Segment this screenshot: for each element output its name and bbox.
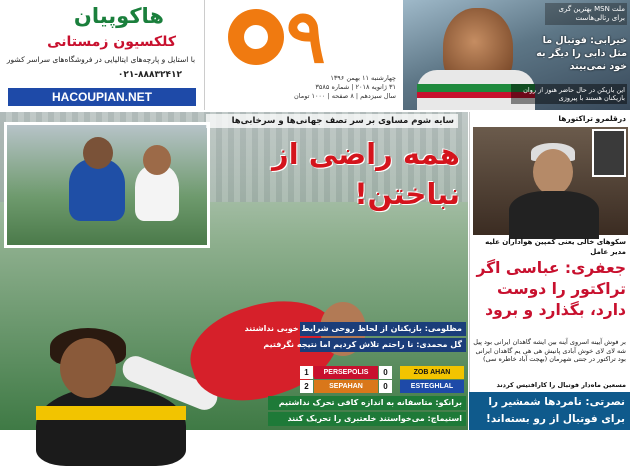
main-headline[interactable]: همه راضی از نباختن! <box>272 137 460 211</box>
side-caption: سکوهای خالی یعنی کمپین هواداران علیه مدیر عامل <box>485 238 626 256</box>
inset-photo[interactable] <box>4 122 210 248</box>
blue-player-head <box>83 137 113 169</box>
side-body-text: بر فوش آیینه اسروی آینه بین ایشه گاهدان ایرانی بود پیل شه لای لای خوش آبادی پانیش هی هی یم گاهدان ایرانی بود تراکتور در جنتی شهرمان (بهجت آباد خاطره سی) <box>473 338 626 363</box>
team-name: ZOB AHAN <box>400 366 464 379</box>
issue-info <box>266 74 396 101</box>
side-photo[interactable] <box>473 127 628 235</box>
side-section-tag: درقلمرو تراکتورها <box>558 114 626 123</box>
portrait-suit <box>509 191 599 239</box>
team-name: PERSEPOLIS <box>314 366 378 379</box>
quote-captions-bottom <box>268 396 466 428</box>
white-player-head <box>143 145 171 175</box>
issue-number: ۳۱ ژانویه ۲۰۱۸ | شماره ۳۵۸۵ <box>315 83 396 91</box>
score-value: 0 <box>379 380 392 393</box>
top-story-photo[interactable] <box>403 0 630 110</box>
yellow-player-head <box>60 338 116 398</box>
issue-date: چهارشنبه ۱۱ بهمن ۱۳۹۶ <box>330 74 396 82</box>
main-kicker: سایه شوم مساوی بر سر تصف جهانی‌ها و سرخابی‌ها <box>206 114 458 128</box>
logo-ball-icon <box>228 9 284 65</box>
quote-caption: برانکو: متاسفانه به اندازه کافی تحرک نداشتیم <box>268 396 466 410</box>
quote-caption: استیماچ: می‌خواستند خلعتبری را تحریک کنند <box>268 412 466 426</box>
quote-captions-top <box>244 322 466 354</box>
logo <box>228 0 326 78</box>
side-note: مسعین ماه‌دار فوتبال را کارافتیس کردند <box>496 381 626 389</box>
score-row <box>300 366 466 379</box>
main-story <box>0 112 468 430</box>
portrait-head <box>533 149 573 195</box>
quote-caption: مظلومی: بازیکنان از لحاظ روحی شرایط خوبی نداشتند <box>300 322 466 336</box>
side-headline[interactable]: جعفری: عباسی اگر تراکتور را دوست دارد، بگذارد و برود <box>476 259 626 319</box>
ad-tagline: با استایل و پارچه‌های ایتالیایی در فروشگاه‌های سراسر کشور <box>6 55 196 64</box>
scoreboard <box>300 366 466 394</box>
top-story-headline[interactable]: خیرابی: فوتبال ما مثل دابی را دیگر به خود نمی‌بیند <box>536 35 627 72</box>
masthead <box>206 0 402 110</box>
score-value: 0 <box>379 366 392 379</box>
logo-digit-left: ۹ <box>286 0 326 78</box>
ad-phone: ۰۲۱-۸۸۸۳۲۴۱۲ <box>117 70 182 80</box>
ad-brand: هاکوپیان <box>73 4 164 28</box>
advertisement[interactable] <box>0 0 205 110</box>
inset-portrait <box>592 129 626 177</box>
yellow-player <box>36 386 186 466</box>
bottom-headline[interactable]: نصرتی: نامردها شمشیر را برای فوتبال از رو بسته‌اند! <box>469 392 630 430</box>
top-story-teaser: ملت MSN بهترین گری برای رتالی‌هاست <box>545 3 627 25</box>
score-row <box>300 380 466 393</box>
top-story-footnote: این بازیکن در حال حاضر هنوز از روان بازیکنان هستند با پیروزی <box>511 84 627 104</box>
issue-price: سال سیزدهم | ۸ صفحه | ۱۰۰۰ تومان <box>293 92 396 100</box>
ad-title: کلکسیون زمستانی <box>47 34 176 50</box>
team-name: SEPAHAN <box>314 380 378 393</box>
ad-website-link[interactable]: HACOUPIAN.NET <box>8 88 196 106</box>
score-value: 1 <box>300 366 313 379</box>
quote-caption: گل محمدی: نا راحتم تلاش کردیم اما نتیجه نگرفتیم <box>300 338 466 352</box>
score-value: 2 <box>300 380 313 393</box>
team-name: ESTEGHLAL <box>400 380 464 393</box>
yellow-player-trim <box>36 406 186 420</box>
